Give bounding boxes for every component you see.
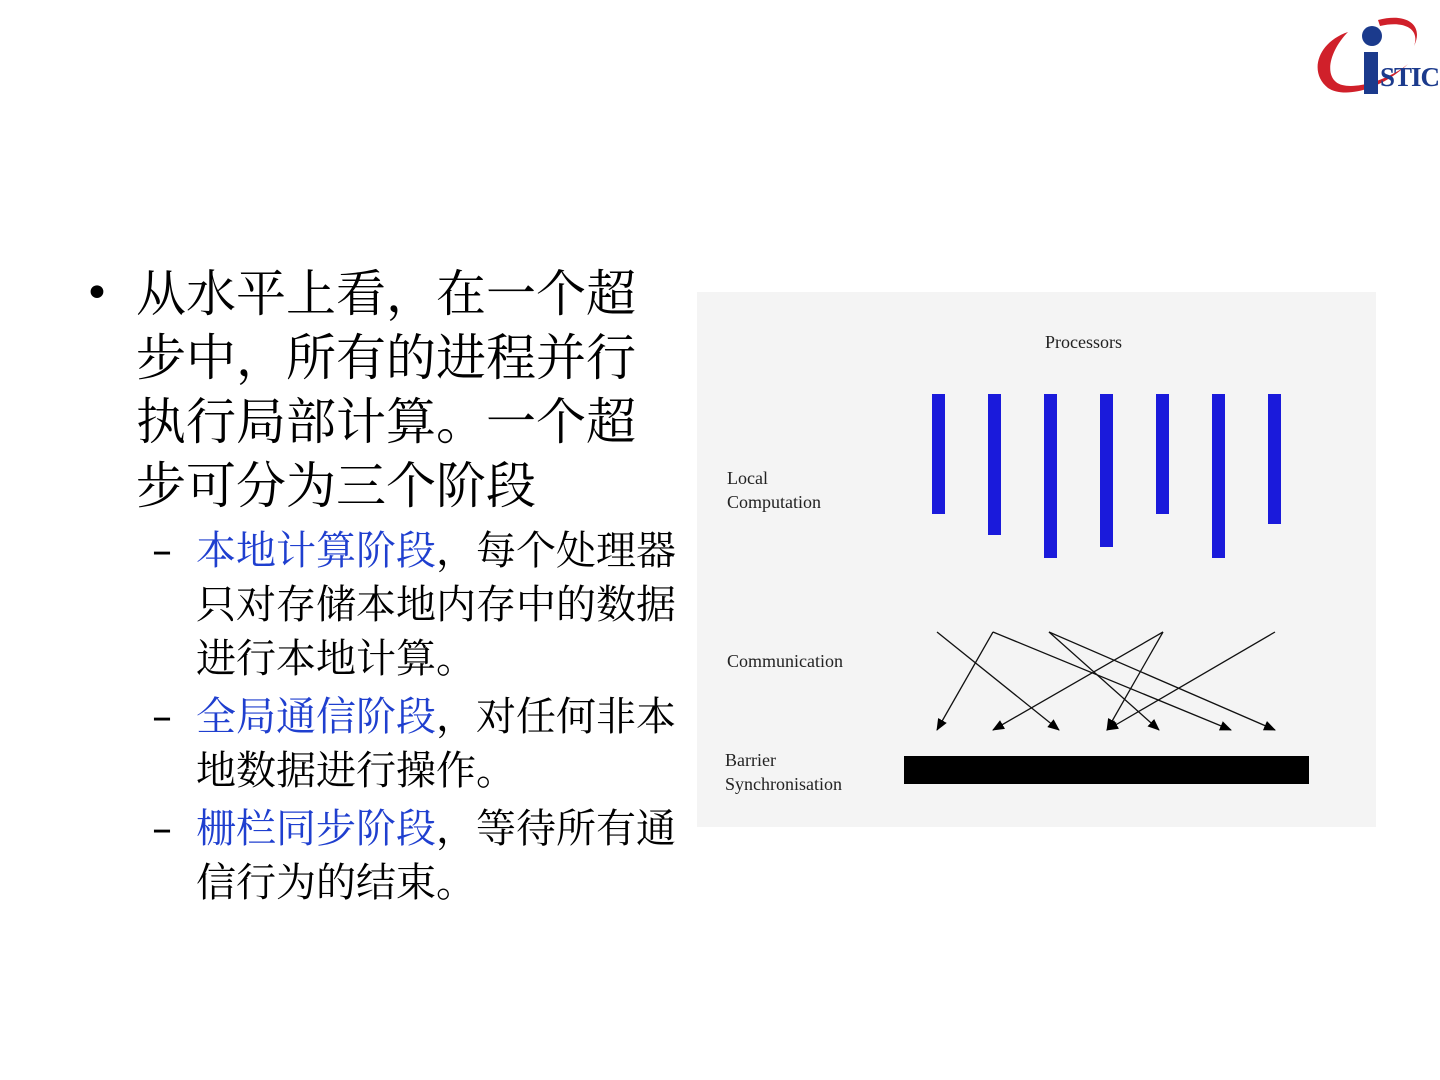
main-bullet-text: 从水平上看，在一个超步中，所有的进程并行执行局部计算。一个超步可分为三个阶段 (136, 265, 636, 515)
processor-bar-6 (1212, 394, 1225, 558)
diagram-title: Processors (1045, 332, 1122, 352)
main-bullet (84, 262, 666, 518)
comm-arrow (937, 632, 993, 730)
comm-arrow (1107, 632, 1163, 730)
sub-rest: ，对任何非本地数据进行操作。 (196, 694, 676, 794)
logo-swoosh-arc (1378, 18, 1417, 46)
logo-text: STIC (1380, 62, 1440, 92)
processor-bar-5 (1156, 394, 1169, 514)
barrier-sync-label: Barrier Synchronisation (725, 750, 842, 794)
sub-term: 全局通信阶段 (196, 694, 436, 740)
local-computation-label: Local Computation (727, 468, 821, 512)
sub-rest: ，每个处理器只对存储本地内存中的数据进行本地计算。 (196, 528, 676, 682)
bsp-superstep-diagram (697, 292, 1376, 827)
processor-bar-2 (988, 394, 1001, 535)
communication-label: Communication (727, 651, 843, 671)
comm-arrow (993, 632, 1163, 730)
sub-item-barrier (84, 802, 686, 910)
processor-bar-4 (1100, 394, 1113, 547)
sub-list (84, 524, 696, 910)
logo-stem (1364, 52, 1378, 94)
sub-item-global (84, 690, 686, 798)
sub-term: 栅栏同步阶段 (196, 806, 436, 852)
comm-arrow (1107, 632, 1275, 730)
processor-bars (932, 394, 1281, 558)
processor-bar-7 (1268, 394, 1281, 524)
communication-arrows (937, 632, 1275, 730)
dash-icon: – (152, 806, 172, 852)
dash-icon: – (152, 528, 172, 574)
comm-arrow (993, 632, 1231, 730)
sub-term: 本地计算阶段 (196, 528, 436, 574)
diagram-canvas (697, 292, 1376, 827)
comm-arrow (1049, 632, 1159, 730)
comm-arrow (1049, 632, 1275, 730)
sub-rest: ，等待所有通信行为的结束。 (196, 806, 676, 906)
barrier-bar (904, 756, 1309, 784)
comm-arrow (937, 632, 1059, 730)
bullet-dot-icon: • (84, 268, 110, 319)
processor-bar-3 (1044, 394, 1057, 558)
processor-bar-1 (932, 394, 945, 514)
sub-item-local (84, 524, 686, 686)
dash-icon: – (152, 694, 172, 740)
logo-dot (1362, 26, 1382, 46)
content-text (84, 262, 696, 910)
